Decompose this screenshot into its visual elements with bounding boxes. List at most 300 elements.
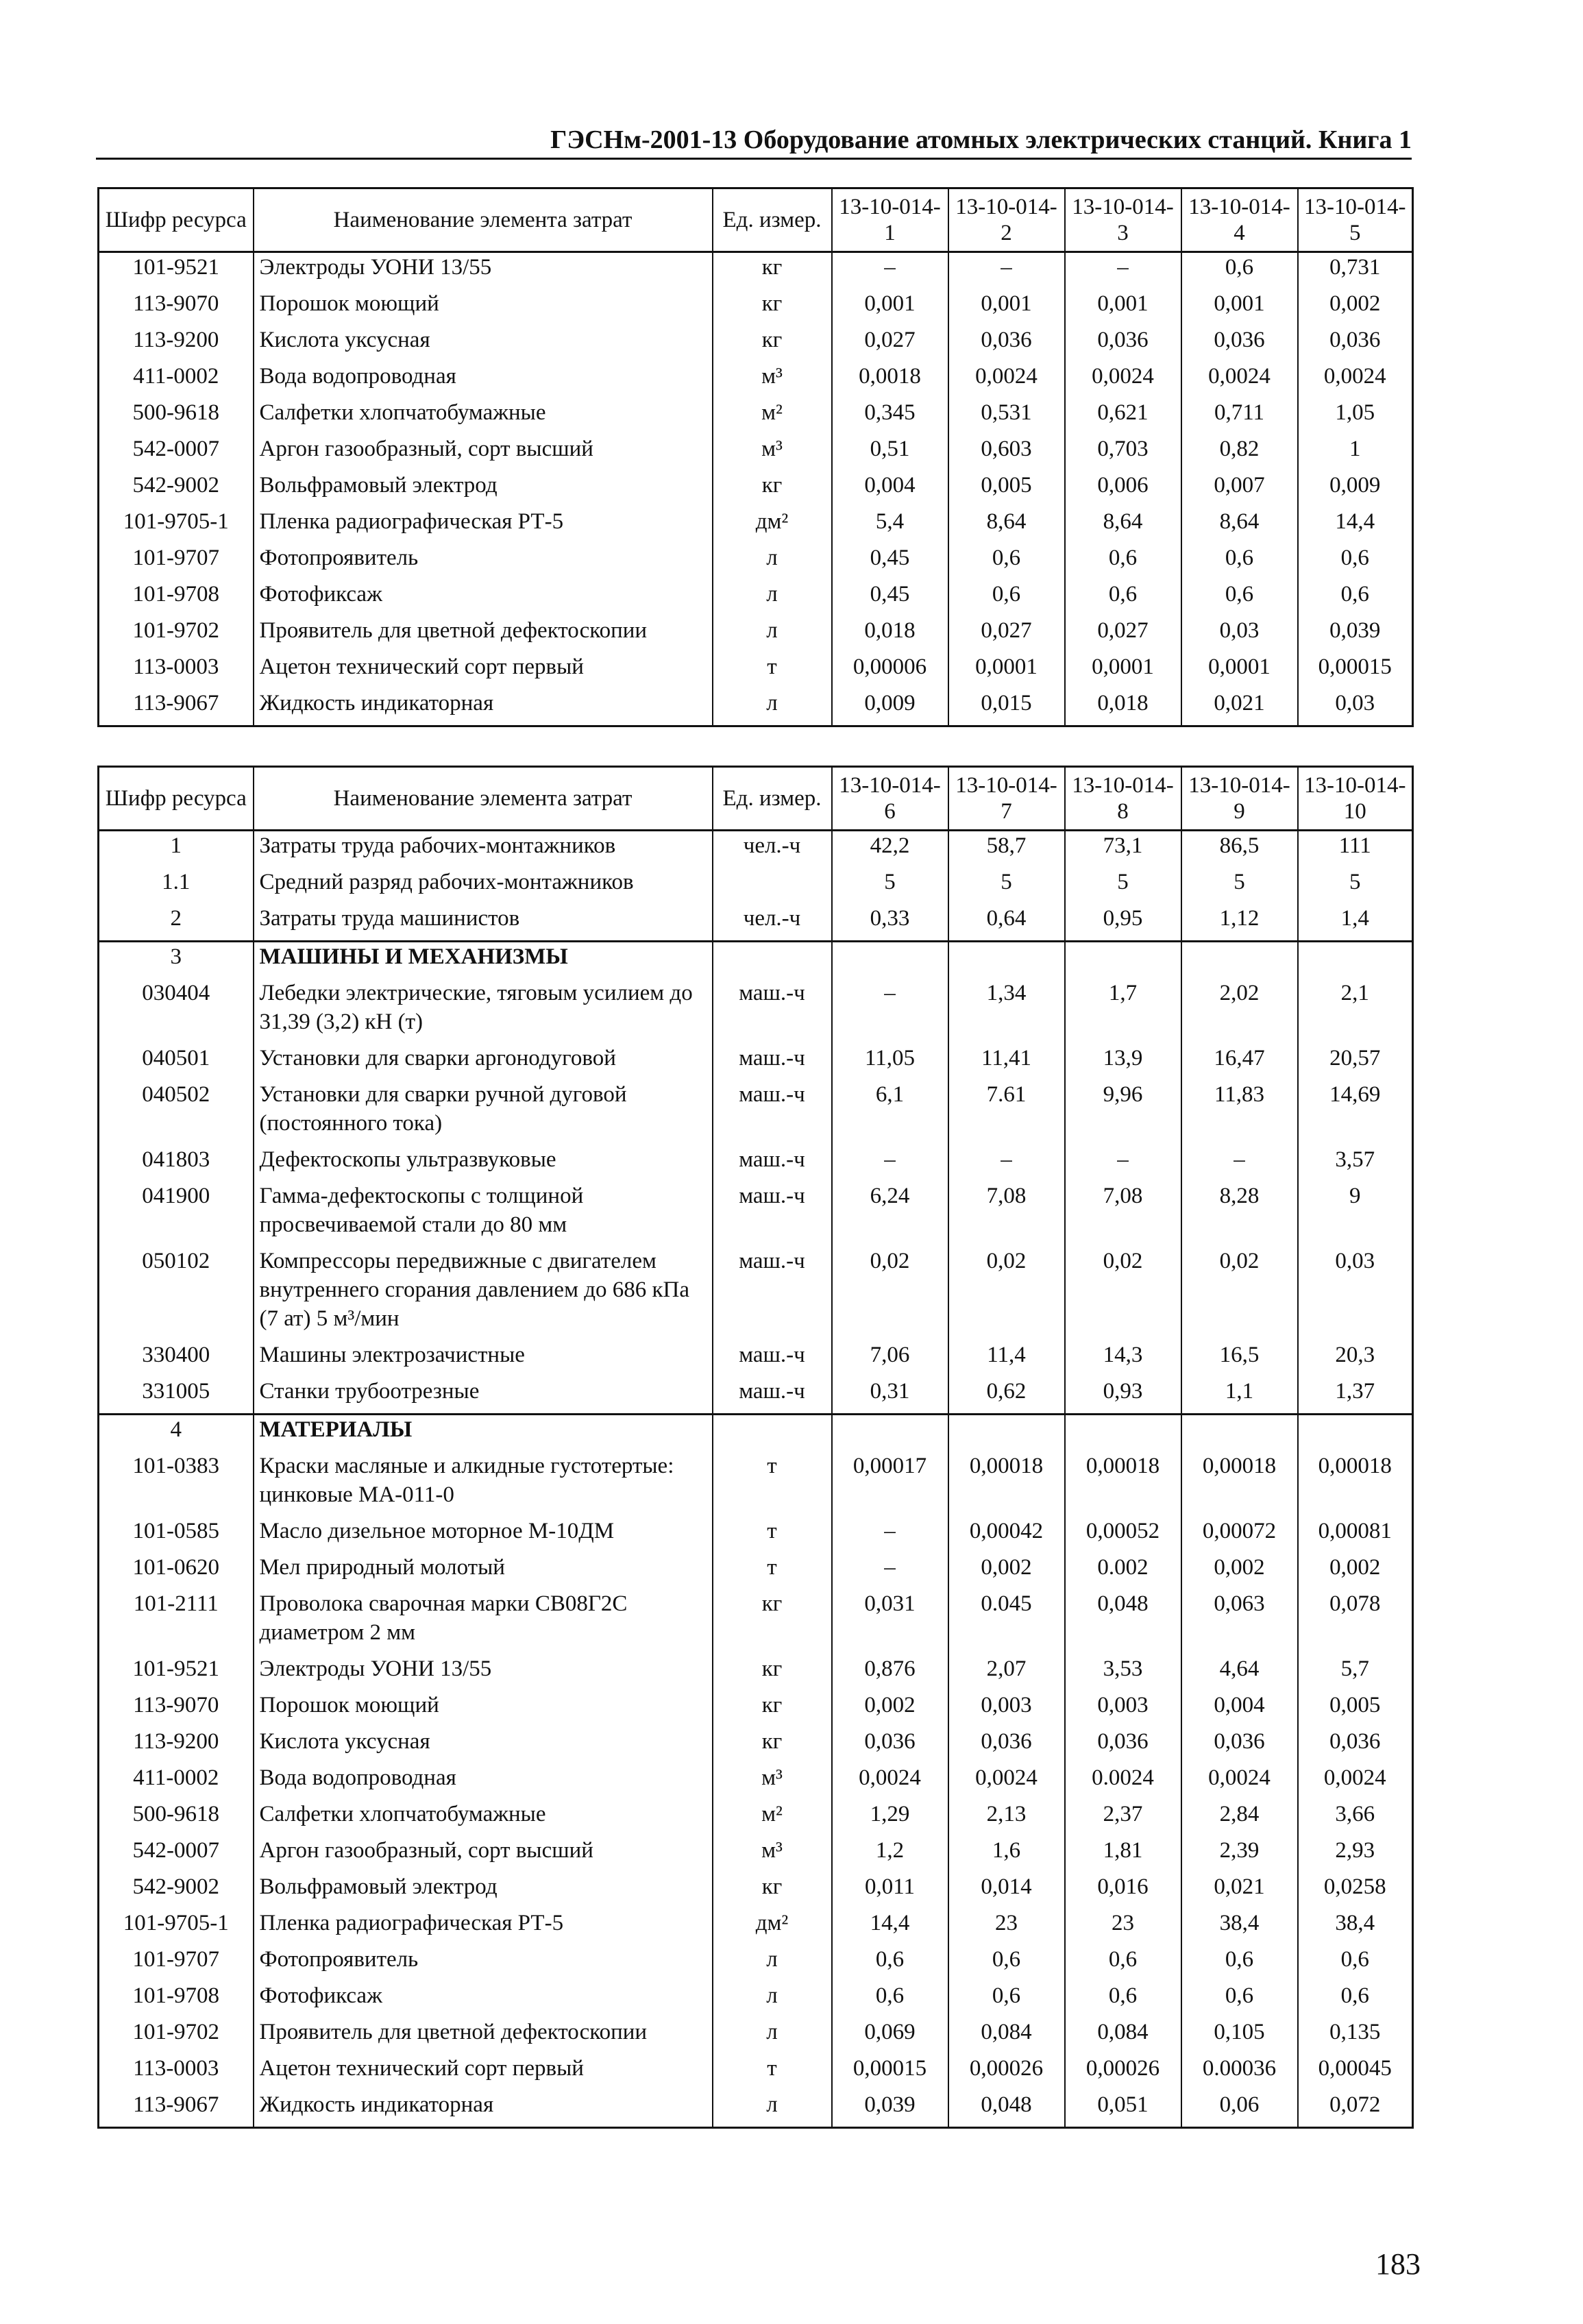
- table-cell-v5: 0,0024: [1298, 362, 1413, 398]
- table-cell-v3: 0,018: [1065, 689, 1181, 726]
- column-header-name: Наименование элемента затрат: [254, 188, 713, 252]
- table-row: [99, 1145, 1413, 1182]
- table-cell-code: 500-9618: [99, 398, 254, 435]
- table-cell-v4: [1181, 1415, 1298, 1452]
- table-row: [99, 252, 1413, 290]
- table-cell-name: Станки трубоотрезные: [254, 1377, 713, 1415]
- table-cell-code: 101-9702: [99, 2018, 254, 2054]
- table-cell-v4: 0,007: [1181, 471, 1298, 507]
- table-cell-name: Лебедки электрические, тяговым усилием до 31,39 (3,2) кН (т): [254, 979, 713, 1044]
- table-cell-v2: 0,02: [948, 1247, 1065, 1341]
- table-cell-v5: 0,00081: [1298, 1517, 1413, 1553]
- table-cell-v3: 0,0001: [1065, 652, 1181, 689]
- table-cell-name: Фотопроявитель: [254, 1945, 713, 1981]
- table-cell-v5: 0,731: [1298, 252, 1413, 290]
- table-cell-name: Проволока сварочная марки СВ08Г2С диаметром 2 мм: [254, 1589, 713, 1654]
- table-cell-v1: 0,018: [832, 616, 948, 652]
- table-cell-code: 411-0002: [99, 1763, 254, 1800]
- table-cell-v3: 0,051: [1065, 2090, 1181, 2128]
- table-cell-v5: 0,039: [1298, 616, 1413, 652]
- table-cell-v5: 0,6: [1298, 1981, 1413, 2018]
- table-cell-name: Порошок моющий: [254, 1691, 713, 1727]
- table-cell-v3: 0,084: [1065, 2018, 1181, 2054]
- table-cell-v5: 1,4: [1298, 904, 1413, 942]
- table-cell-v1: 0,002: [832, 1691, 948, 1727]
- table-cell-name: Аргон газообразный, сорт высший: [254, 1836, 713, 1872]
- resource-table-1: [97, 187, 1414, 727]
- table-cell-code: 050102: [99, 1247, 254, 1341]
- table-row: [99, 2018, 1413, 2054]
- table-cell-v2: 2,13: [948, 1800, 1065, 1836]
- column-header-unit: Ед. измер.: [713, 188, 832, 252]
- table-cell-code: 101-9705-1: [99, 507, 254, 543]
- table-cell-v4: 0,021: [1181, 689, 1298, 726]
- table-cell-v1: 0,031: [832, 1589, 948, 1654]
- table-cell-v4: 0,06: [1181, 2090, 1298, 2128]
- table-cell-unit: л: [713, 580, 832, 616]
- table-cell-code: 101-0383: [99, 1452, 254, 1517]
- table-cell-v3: 0,001: [1065, 289, 1181, 326]
- table-cell-name: Машины электрозачистные: [254, 1341, 713, 1377]
- table-cell-name: Вода водопроводная: [254, 1763, 713, 1800]
- table-cell-v3: 0.002: [1065, 1553, 1181, 1589]
- table-cell-v5: 111: [1298, 831, 1413, 868]
- table-body: [99, 831, 1413, 2128]
- table-cell-v5: 0,00045: [1298, 2054, 1413, 2090]
- table-cell-v4: 0,6: [1181, 252, 1298, 290]
- table-cell-v3: 0,0024: [1065, 362, 1181, 398]
- table-cell-code: 3: [99, 942, 254, 979]
- table-cell-v2: 0,6: [948, 1945, 1065, 1981]
- table-cell-v2: 0,002: [948, 1553, 1065, 1589]
- table-cell-v4: 0,00018: [1181, 1452, 1298, 1517]
- table-cell-v4: 4,64: [1181, 1654, 1298, 1691]
- table-row: [99, 2054, 1413, 2090]
- table-row: [99, 1909, 1413, 1945]
- table-cell-v3: 0,00018: [1065, 1452, 1181, 1517]
- table-cell-name: Затраты труда рабочих-монтажников: [254, 831, 713, 868]
- table-cell-unit: кг: [713, 1589, 832, 1654]
- table-cell-unit: т: [713, 2054, 832, 2090]
- table-cell-v4: 0,02: [1181, 1247, 1298, 1341]
- table-cell-unit: [713, 1415, 832, 1452]
- table-cell-v4: 0,105: [1181, 2018, 1298, 2054]
- table-cell-v4: 16,5: [1181, 1341, 1298, 1377]
- table-row: [99, 1341, 1413, 1377]
- table-cell-v5: 0,03: [1298, 1247, 1413, 1341]
- table-cell-code: 101-2111: [99, 1589, 254, 1654]
- table-cell-unit: кг: [713, 326, 832, 362]
- table-cell-unit: чел.-ч: [713, 831, 832, 868]
- table-cell-v4: 0,0024: [1181, 362, 1298, 398]
- table-cell-v4: 16,47: [1181, 1044, 1298, 1080]
- table-cell-v1: 0,45: [832, 543, 948, 580]
- table-header: [99, 767, 1413, 831]
- table-cell-v4: [1181, 942, 1298, 979]
- table-cell-v4: 5: [1181, 868, 1298, 904]
- column-header-v2: 13-10-014-2: [948, 188, 1065, 252]
- table-cell-v2: 2,07: [948, 1654, 1065, 1691]
- table-cell-v3: 0,95: [1065, 904, 1181, 942]
- column-header-unit: Ед. измер.: [713, 767, 832, 831]
- table-cell-v3: 8,64: [1065, 507, 1181, 543]
- table-row: [99, 904, 1413, 942]
- table-cell-v1: 0,876: [832, 1654, 948, 1691]
- table-cell-unit: кг: [713, 471, 832, 507]
- table-cell-unit: л: [713, 2018, 832, 2054]
- table-cell-name: Мел природный молотый: [254, 1553, 713, 1589]
- table-cell-v4: 38,4: [1181, 1909, 1298, 1945]
- table-cell-name: Порошок моющий: [254, 289, 713, 326]
- table-cell-code: 101-9705-1: [99, 1909, 254, 1945]
- table-cell-v5: 1: [1298, 435, 1413, 471]
- table-cell-v3: 5: [1065, 868, 1181, 904]
- table-cell-unit: л: [713, 616, 832, 652]
- table-cell-unit: маш.-ч: [713, 1044, 832, 1080]
- table-cell-unit: т: [713, 1517, 832, 1553]
- table-cell-v1: 0,02: [832, 1247, 948, 1341]
- table-cell-v1: 0,001: [832, 289, 948, 326]
- table-cell-v2: –: [948, 252, 1065, 290]
- table-header: [99, 188, 1413, 252]
- table-cell-name: Электроды УОНИ 13/55: [254, 1654, 713, 1691]
- table-cell-unit: т: [713, 1553, 832, 1589]
- table-cell-v5: 0,6: [1298, 543, 1413, 580]
- table-cell-v5: 1,05: [1298, 398, 1413, 435]
- table-cell-unit: м²: [713, 1800, 832, 1836]
- table-cell-code: 4: [99, 1415, 254, 1452]
- table-cell-code: 101-9521: [99, 252, 254, 290]
- resource-table-2: [97, 766, 1414, 2129]
- table-cell-unit: маш.-ч: [713, 1247, 832, 1341]
- table-cell-v5: 0,072: [1298, 2090, 1413, 2128]
- table-cell-name: Фотофиксаж: [254, 1981, 713, 2018]
- table-cell-v1: 0,0024: [832, 1763, 948, 1800]
- table-cell-v4: 0,00072: [1181, 1517, 1298, 1553]
- column-header-name: Наименование элемента затрат: [254, 767, 713, 831]
- table-cell-v1: 0,45: [832, 580, 948, 616]
- table-cell-v3: 73,1: [1065, 831, 1181, 868]
- table-cell-v2: 11,41: [948, 1044, 1065, 1080]
- table-row: [99, 1654, 1413, 1691]
- table-cell-v1: 0,004: [832, 471, 948, 507]
- table-cell-v3: 1,81: [1065, 1836, 1181, 1872]
- table-cell-v4: 0,6: [1181, 543, 1298, 580]
- table-cell-v2: 0,00018: [948, 1452, 1065, 1517]
- table-cell-v1: –: [832, 1517, 948, 1553]
- table-cell-unit: [713, 942, 832, 979]
- table-cell-v2: 0,6: [948, 1981, 1065, 2018]
- table-cell-v3: 1,7: [1065, 979, 1181, 1044]
- table-cell-code: 113-9067: [99, 689, 254, 726]
- table-cell-v4: 8,64: [1181, 507, 1298, 543]
- table-row: [99, 1452, 1413, 1517]
- table-cell-v1: 6,1: [832, 1080, 948, 1145]
- table-cell-v4: 0,6: [1181, 580, 1298, 616]
- table-cell-v3: 0,93: [1065, 1377, 1181, 1415]
- table-cell-v3: 7,08: [1065, 1182, 1181, 1247]
- table-row: [99, 543, 1413, 580]
- table-cell-v2: 0,014: [948, 1872, 1065, 1909]
- table-cell-unit: [713, 868, 832, 904]
- table-cell-unit: чел.-ч: [713, 904, 832, 942]
- table-cell-v2: 0,001: [948, 289, 1065, 326]
- table-cell-v4: 0.00036: [1181, 2054, 1298, 2090]
- column-header-v1: 13-10-014-6: [832, 767, 948, 831]
- table-cell-v3: 23: [1065, 1909, 1181, 1945]
- table-cell-v1: 0,6: [832, 1981, 948, 2018]
- table-cell-name: Дефектоскопы ультразвуковые: [254, 1145, 713, 1182]
- table-cell-v5: 3,57: [1298, 1145, 1413, 1182]
- table-cell-name: Установки для сварки аргонодуговой: [254, 1044, 713, 1080]
- table-cell-unit: дм²: [713, 507, 832, 543]
- table-cell-v4: 2,39: [1181, 1836, 1298, 1872]
- table-cell-v1: 0,0018: [832, 362, 948, 398]
- table-cell-v2: 1,34: [948, 979, 1065, 1044]
- table-cell-v3: 14,3: [1065, 1341, 1181, 1377]
- table-cell-v3: 0,006: [1065, 471, 1181, 507]
- table-cell-v1: –: [832, 979, 948, 1044]
- table-cell-v2: 0,6: [948, 580, 1065, 616]
- table-cell-name: Компрессоры передвижные с двигателем внутреннего сгорания давлением до 686 кПа (7 ат) 5 м³/мин: [254, 1247, 713, 1341]
- table-cell-v3: 9,96: [1065, 1080, 1181, 1145]
- table-cell-v2: 0,084: [948, 2018, 1065, 2054]
- table-cell-v2: 1,6: [948, 1836, 1065, 1872]
- table-cell-v4: 8,28: [1181, 1182, 1298, 1247]
- table-cell-v5: 0,078: [1298, 1589, 1413, 1654]
- table-cell-v5: 14,4: [1298, 507, 1413, 543]
- table-cell-code: 113-9070: [99, 1691, 254, 1727]
- table-cell-unit: маш.-ч: [713, 979, 832, 1044]
- table-cell-code: 113-9200: [99, 1727, 254, 1763]
- table-cell-code: 113-9070: [99, 289, 254, 326]
- column-header-v3: 13-10-014-3: [1065, 188, 1181, 252]
- table-cell-v2: 0,036: [948, 326, 1065, 362]
- table-cell-v1: [832, 942, 948, 979]
- table-cell-name: Проявитель для цветной дефектоскопии: [254, 2018, 713, 2054]
- table-cell-name: Ацетон технический сорт первый: [254, 652, 713, 689]
- table-cell-v1: 0,6: [832, 1945, 948, 1981]
- table-cell-v5: 1,37: [1298, 1377, 1413, 1415]
- table-cell-code: 330400: [99, 1341, 254, 1377]
- table-cell-v4: 86,5: [1181, 831, 1298, 868]
- table-row: [99, 1945, 1413, 1981]
- table-cell-v5: 0,00015: [1298, 652, 1413, 689]
- table-body: [99, 252, 1413, 726]
- table-cell-v3: 0,048: [1065, 1589, 1181, 1654]
- table-cell-v4: 11,83: [1181, 1080, 1298, 1145]
- table-cell-v1: 0,011: [832, 1872, 948, 1909]
- table-row: [99, 326, 1413, 362]
- table-row: [99, 362, 1413, 398]
- table-cell-v5: 0,009: [1298, 471, 1413, 507]
- table-cell-v5: 0,03: [1298, 689, 1413, 726]
- table-cell-v4: 0,0001: [1181, 652, 1298, 689]
- table-cell-v1: 6,24: [832, 1182, 948, 1247]
- table-cell-v1: 0,00017: [832, 1452, 948, 1517]
- table-cell-unit: т: [713, 1452, 832, 1517]
- table-cell-v3: 2,37: [1065, 1800, 1181, 1836]
- table-cell-v2: 0,603: [948, 435, 1065, 471]
- table-cell-v5: 2,93: [1298, 1836, 1413, 1872]
- table-cell-v5: 5: [1298, 868, 1413, 904]
- table-cell-v2: 0,00026: [948, 2054, 1065, 2090]
- table-cell-v2: 0,005: [948, 471, 1065, 507]
- table-cell-code: 101-0620: [99, 1553, 254, 1589]
- column-header-v1: 13-10-014-1: [832, 188, 948, 252]
- table-cell-v2: 8,64: [948, 507, 1065, 543]
- table-cell-v5: [1298, 942, 1413, 979]
- table-cell-name: Фотофиксаж: [254, 580, 713, 616]
- table-cell-v2: 0.045: [948, 1589, 1065, 1654]
- table-cell-v4: 2,84: [1181, 1800, 1298, 1836]
- table-cell-name: МАШИНЫ И МЕХАНИЗМЫ: [254, 942, 713, 979]
- table-cell-v5: 20,3: [1298, 1341, 1413, 1377]
- table-cell-v1: –: [832, 1553, 948, 1589]
- table-cell-name: Средний разряд рабочих-монтажников: [254, 868, 713, 904]
- table-row: [99, 507, 1413, 543]
- table-cell-v2: 0,015: [948, 689, 1065, 726]
- table-cell-code: 1.1: [99, 868, 254, 904]
- table-cell-v2: –: [948, 1145, 1065, 1182]
- table-row: [99, 1589, 1413, 1654]
- table-cell-v5: 0,00018: [1298, 1452, 1413, 1517]
- table-cell-v4: 0,002: [1181, 1553, 1298, 1589]
- table-cell-unit: кг: [713, 1872, 832, 1909]
- table-cell-v5: 9: [1298, 1182, 1413, 1247]
- table-cell-v1: 0,027: [832, 326, 948, 362]
- column-header-v5: 13-10-014-5: [1298, 188, 1413, 252]
- table-cell-v2: [948, 942, 1065, 979]
- table-cell-v2: 0,64: [948, 904, 1065, 942]
- column-header-v2: 13-10-014-7: [948, 767, 1065, 831]
- table-cell-v3: 0,6: [1065, 1981, 1181, 2018]
- table-cell-name: Затраты труда машинистов: [254, 904, 713, 942]
- table-cell-name: Проявитель для цветной дефектоскопии: [254, 616, 713, 652]
- table-row: [99, 1182, 1413, 1247]
- table-cell-v2: 0,003: [948, 1691, 1065, 1727]
- table-cell-v1: –: [832, 252, 948, 290]
- table-cell-unit: м³: [713, 1763, 832, 1800]
- table-cell-v5: 20,57: [1298, 1044, 1413, 1080]
- table-cell-code: 500-9618: [99, 1800, 254, 1836]
- table-cell-v2: 0,036: [948, 1727, 1065, 1763]
- table-cell-v1: 42,2: [832, 831, 948, 868]
- table-cell-v2: 0,0024: [948, 362, 1065, 398]
- table-cell-code: 113-0003: [99, 2054, 254, 2090]
- table-row: [99, 580, 1413, 616]
- page-header: [96, 117, 1412, 160]
- table-cell-name: Салфетки хлопчатобумажные: [254, 398, 713, 435]
- table-cell-name: Пленка радиографическая РТ-5: [254, 1909, 713, 1945]
- table-cell-v3: 0,6: [1065, 1945, 1181, 1981]
- table-cell-v5: 0,002: [1298, 1553, 1413, 1589]
- table-cell-unit: м³: [713, 435, 832, 471]
- table-cell-v3: 0,016: [1065, 1872, 1181, 1909]
- table-cell-name: Электроды УОНИ 13/55: [254, 252, 713, 290]
- table-cell-unit: маш.-ч: [713, 1182, 832, 1247]
- table-cell-code: 101-0585: [99, 1517, 254, 1553]
- table-cell-code: 041900: [99, 1182, 254, 1247]
- table-row: [99, 1691, 1413, 1727]
- table-cell-code: 113-9067: [99, 2090, 254, 2128]
- table-row: [99, 1080, 1413, 1145]
- table-cell-code: 113-0003: [99, 652, 254, 689]
- table-cell-v1: 11,05: [832, 1044, 948, 1080]
- table-row: [99, 435, 1413, 471]
- table-cell-v4: 0,0024: [1181, 1763, 1298, 1800]
- table-cell-unit: маш.-ч: [713, 1341, 832, 1377]
- table-cell-v1: 5: [832, 868, 948, 904]
- table-row: [99, 1872, 1413, 1909]
- table-cell-unit: кг: [713, 1727, 832, 1763]
- table-cell-v5: [1298, 1415, 1413, 1452]
- table-cell-v3: 0,02: [1065, 1247, 1181, 1341]
- table-cell-unit: л: [713, 2090, 832, 2128]
- table-cell-name: Вода водопроводная: [254, 362, 713, 398]
- table-cell-code: 030404: [99, 979, 254, 1044]
- table-cell-v3: 3,53: [1065, 1654, 1181, 1691]
- table-row: [99, 1800, 1413, 1836]
- table-cell-unit: л: [713, 543, 832, 580]
- table-cell-code: 101-9707: [99, 543, 254, 580]
- table-row: [99, 1763, 1413, 1800]
- table-cell-v4: 0,036: [1181, 326, 1298, 362]
- table-cell-code: 101-9702: [99, 616, 254, 652]
- table-cell-v5: 5,7: [1298, 1654, 1413, 1691]
- table-cell-v1: 0,039: [832, 2090, 948, 2128]
- table-cell-v3: 0,027: [1065, 616, 1181, 652]
- table-cell-unit: маш.-ч: [713, 1145, 832, 1182]
- table-cell-v5: 0,6: [1298, 580, 1413, 616]
- table-cell-v1: 0,51: [832, 435, 948, 471]
- table-cell-unit: л: [713, 689, 832, 726]
- table-cell-v2: 7.61: [948, 1080, 1065, 1145]
- table-row: [99, 652, 1413, 689]
- column-header-code: Шифр ресурса: [99, 767, 254, 831]
- table-row: [99, 398, 1413, 435]
- table-cell-v4: 0,6: [1181, 1981, 1298, 2018]
- table-cell-v4: 1,12: [1181, 904, 1298, 942]
- table-cell-code: 101-9708: [99, 580, 254, 616]
- page-title: ГЭСНм-2001-13 Оборудование атомных электрических станций. Книга 1: [550, 125, 1412, 154]
- table-cell-v2: 5: [948, 868, 1065, 904]
- table-row: [99, 1377, 1413, 1415]
- table-cell-v5: 0,135: [1298, 2018, 1413, 2054]
- table-cell-v2: 0,62: [948, 1377, 1065, 1415]
- table-cell-v3: 0,00052: [1065, 1517, 1181, 1553]
- table-cell-v1: 0,31: [832, 1377, 948, 1415]
- table-cell-v4: 0,004: [1181, 1691, 1298, 1727]
- table-cell-v2: 23: [948, 1909, 1065, 1945]
- table-cell-v1: 0,345: [832, 398, 948, 435]
- table-cell-v3: 13,9: [1065, 1044, 1181, 1080]
- table-cell-name: Ацетон технический сорт первый: [254, 2054, 713, 2090]
- table-cell-v5: 3,66: [1298, 1800, 1413, 1836]
- table-cell-v1: 7,06: [832, 1341, 948, 1377]
- table-cell-name: Кислота уксусная: [254, 1727, 713, 1763]
- table-row: [99, 1247, 1413, 1341]
- table-row: [99, 1517, 1413, 1553]
- table-cell-name: Гамма-дефектоскопы с толщиной просвечиваемой стали до 80 мм: [254, 1182, 713, 1247]
- table-cell-name: Жидкость индикаторная: [254, 2090, 713, 2128]
- table-cell-v1: 14,4: [832, 1909, 948, 1945]
- table-cell-unit: дм²: [713, 1909, 832, 1945]
- table-cell-v1: 1,29: [832, 1800, 948, 1836]
- table-cell-unit: м³: [713, 362, 832, 398]
- table-cell-v3: 0,6: [1065, 543, 1181, 580]
- table-cell-v3: [1065, 942, 1181, 979]
